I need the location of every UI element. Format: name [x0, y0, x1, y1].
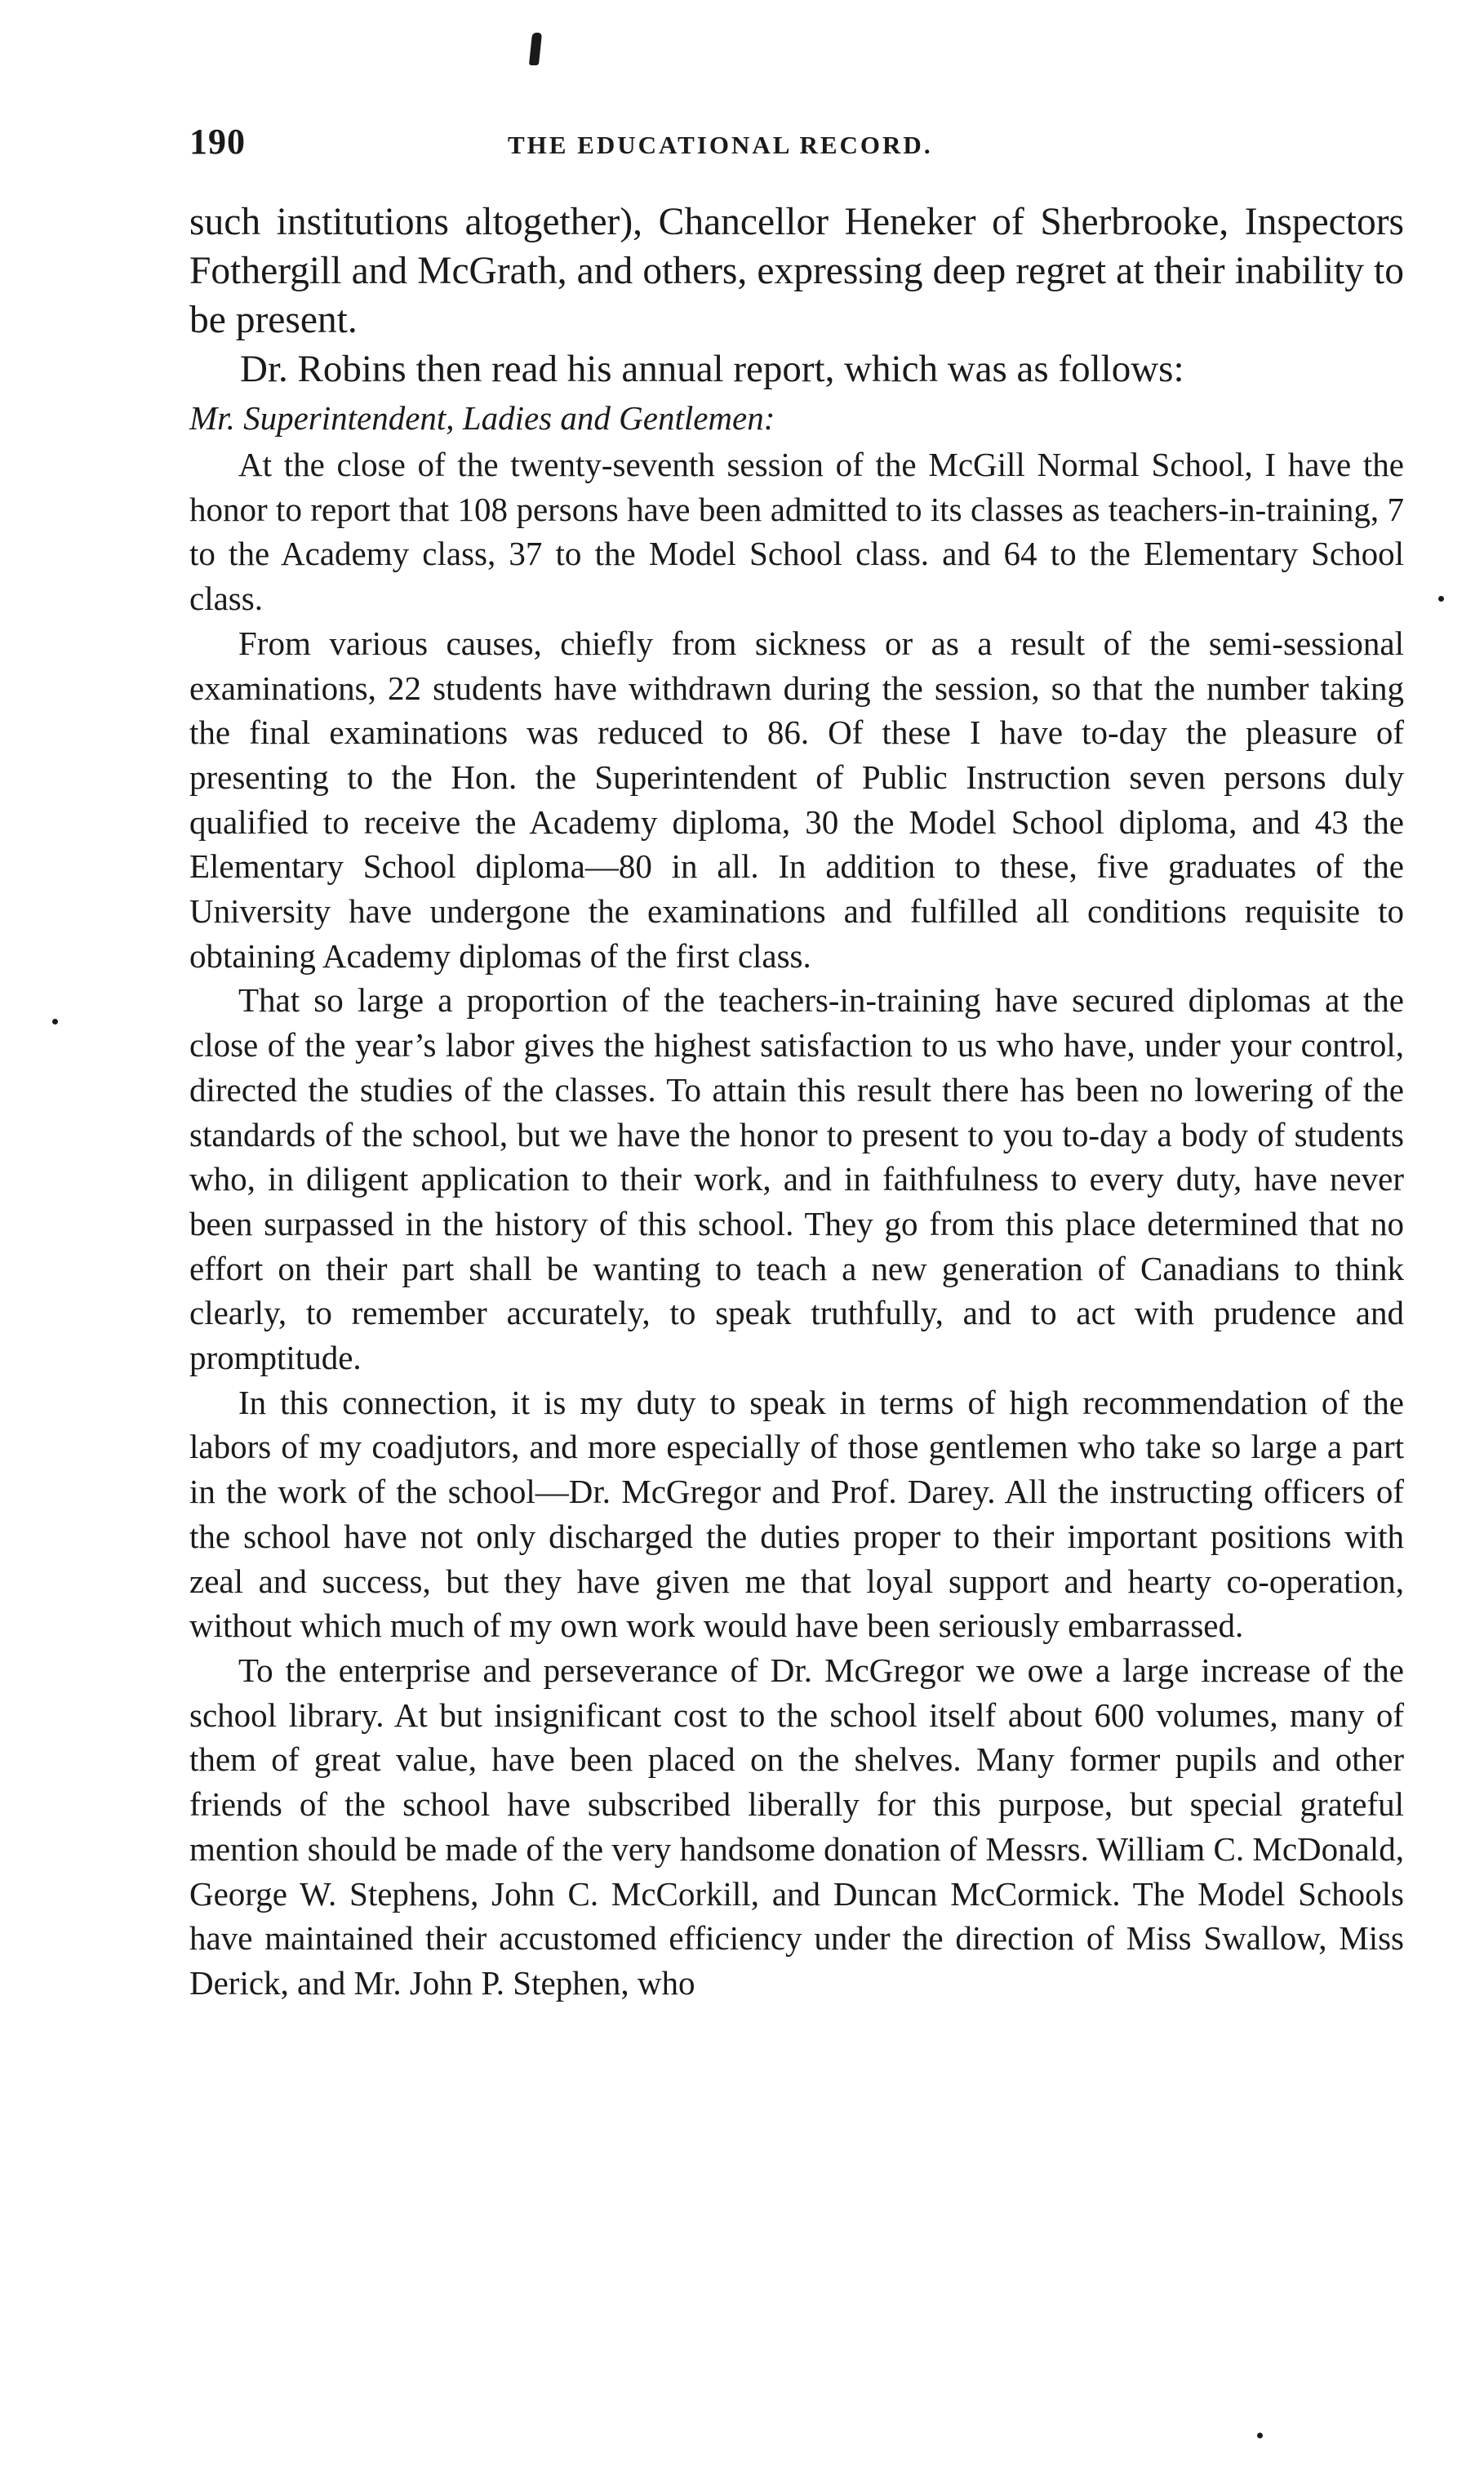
- continuation-paragraph: such institutions altogether), Chancellor Heneker of Sherbrooke, Inspectors Fothergill and McGrath, and others, expressing deep regret at their inability to be present.: [189, 201, 1404, 341]
- running-title: THE EDUCATIONAL RECORD.: [508, 131, 933, 159]
- report-paragraph: In this connection, it is my duty to speak in terms of high recommendation of the labors of my coadjutors, and more especially of those gentlemen who take so large a part in the work of the school—Dr. McGregor and Prof. Darey. All the instructing officers of the school have not only discharged the duties proper to their important positions with zeal and success, but they have given me that loyal support and hearty co-operation, without which much of my own work would have been seriously embarrassed.: [189, 1383, 1404, 1645]
- page-number: 190: [189, 122, 246, 162]
- margin-speck: [1257, 2433, 1263, 2438]
- report-text: [189, 442, 1404, 2006]
- ink-mark: [529, 33, 542, 65]
- report-paragraph: From various causes, chiefly from sickness or as a result of the semi-sessional examinations, 22 students have withdrawn during the session, so that the number taking the final examinations was reduced to 86. Of these I have to-day the pleasure of presenting to the Hon. the Superintendent of Public Instruction seven persons duly qualified to receive the Academy diploma, 30 the Model School diploma, and 43 the Elementary School diploma—80 in all. In addition to these, five graduates of the University have undergone the examinations and fulfilled all conditions requisite to obtaining Academy diplomas of the first class.: [189, 624, 1404, 975]
- report-salutation: Mr. Superintendent, Ladies and Gentlemen:: [189, 399, 775, 437]
- margin-speck: [1438, 596, 1444, 602]
- report-paragraph: To the enterprise and perseverance of Dr. McGregor we owe a large increase of the school library. At but insignificant cost to the school itself about 600 volumes, many of them of great value, have been placed on the shelves. Many former pupils and other friends of the school have subscribed liberally for this purpose, but special grateful mention should be made of the very handsome donation of Messrs. William C. McDonald, George W. Stephens, John C. McCorkill, and Duncan McCormick. The Model Schools have maintained their accustomed efficiency under the direction of Miss Swallow, Miss Derick, and Mr. John P. Stephen, who: [189, 1651, 1404, 2002]
- margin-speck: [52, 1019, 58, 1024]
- report-paragraph: At the close of the twenty-seventh session of the McGill Normal School, I have the honor to report that 108 persons have been admitted to its classes as teachers-in-training, 7 to the Academy class, 37 to the Model School class. and 64 to the Elementary School class.: [189, 446, 1404, 618]
- page-body: [189, 198, 1404, 2006]
- report-paragraph: That so large a proportion of the teachers-in-training have secured diplomas at the close of the year’s labor gives the highest satisfaction to us who have, under your control, directed the studies of the classes. To attain this result there has been no lowering of the standards of the school, but we have the honor to present to you to-day a body of students who, in diligent application to their work, and in faithfulness to every duty, have never been surpassed in the history of this school. They go from this place determined that no effort on their part shall be wanting to teach a new generation of Canadians to think clearly, to remember accurately, to speak truthfully, and to act with prudence and promptitude.: [189, 981, 1404, 1377]
- intro-paragraph: Dr. Robins then read his annual report, which was as follows:: [240, 348, 1184, 390]
- page-header: [189, 121, 1414, 170]
